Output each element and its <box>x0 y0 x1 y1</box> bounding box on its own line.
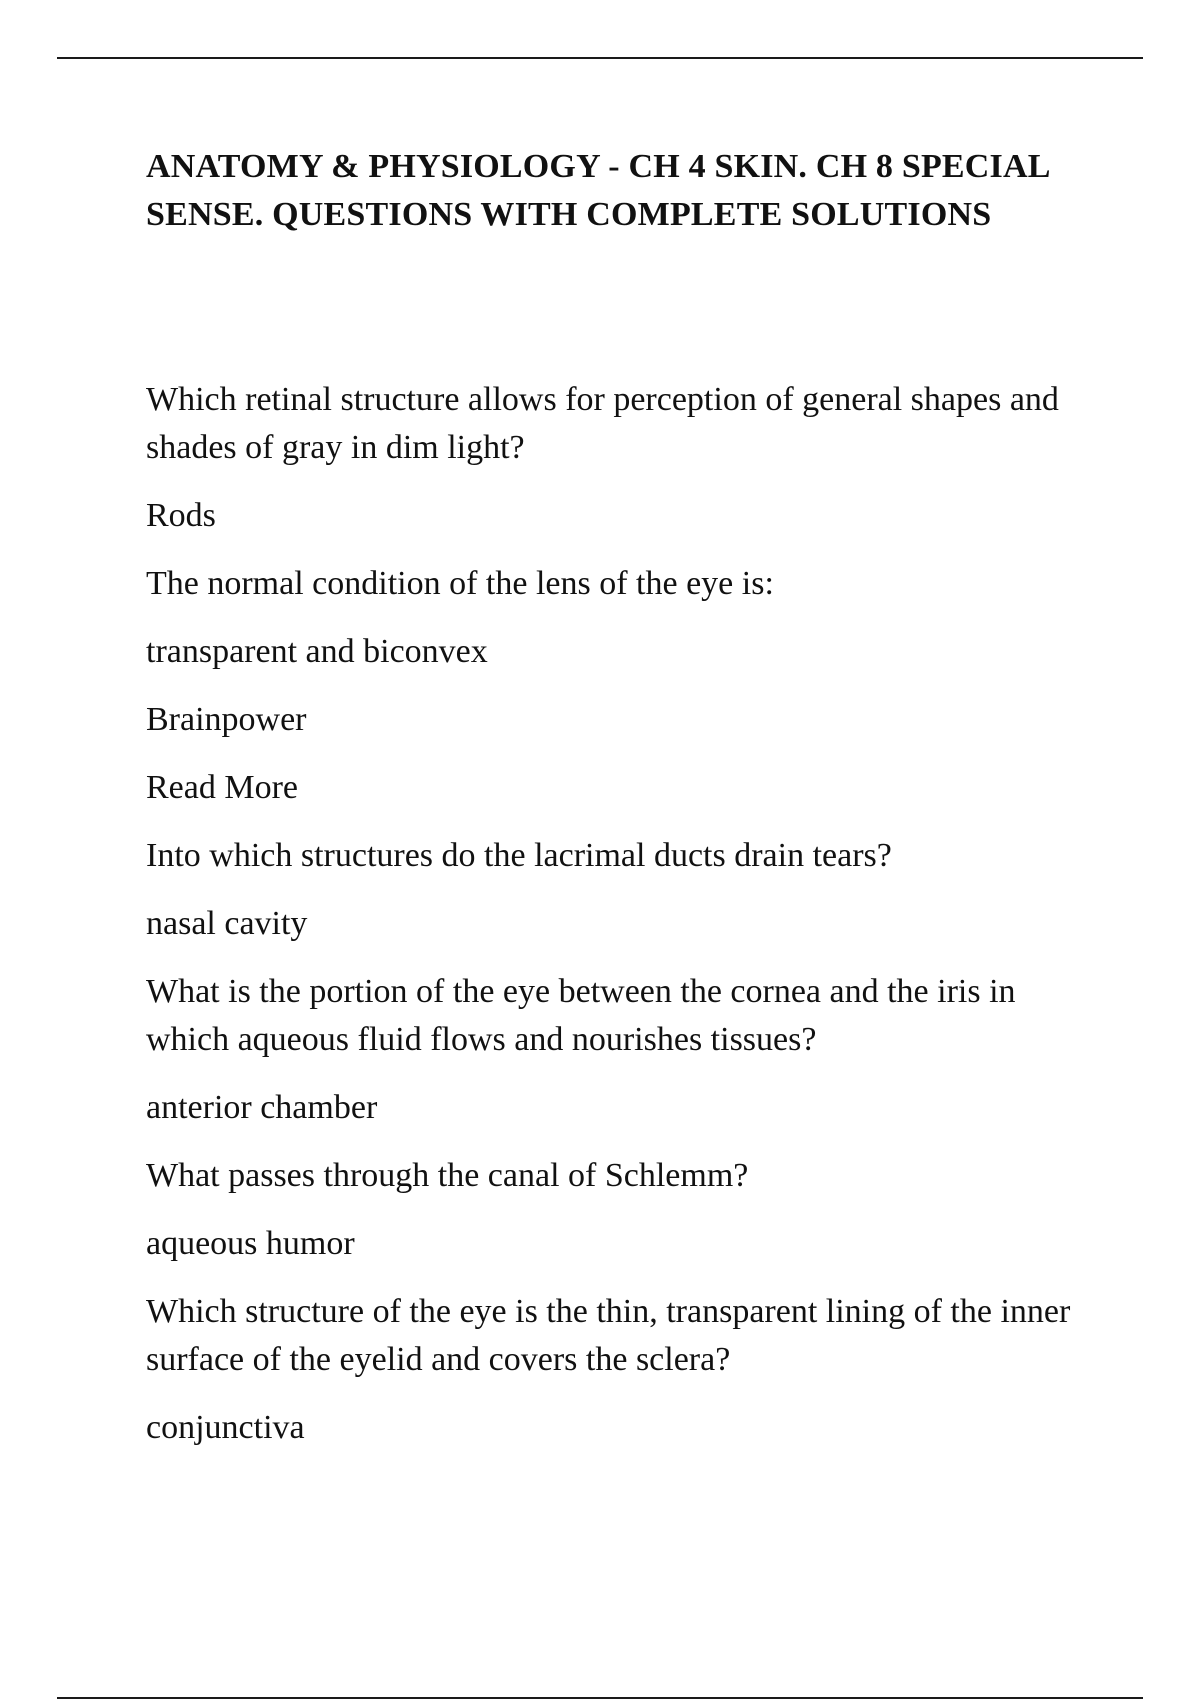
bottom-divider <box>57 1697 1143 1699</box>
top-divider <box>57 57 1143 59</box>
question-text: Which retinal structure allows for perception of general shapes and shades of gray in dim light? <box>146 381 1059 466</box>
question-text: Into which structures do the lacrimal ducts drain tears? <box>146 837 892 874</box>
answer-text: conjunctiva <box>146 1409 305 1446</box>
answer-text: Rods <box>146 497 216 534</box>
question-text: What passes through the canal of Schlemm? <box>146 1157 749 1194</box>
answer-text: aqueous humor <box>146 1225 355 1262</box>
answer-text: anterior chamber <box>146 1089 378 1126</box>
read-more-link[interactable]: Read More <box>146 769 299 806</box>
answer-text: nasal cavity <box>146 905 308 942</box>
qa-list <box>146 376 1106 1472</box>
question-text: The normal condition of the lens of the eye is: <box>146 565 774 602</box>
question-text: What is the portion of the eye between the cornea and the iris in which aqueous fluid flows and nourishes tissues? <box>146 973 1016 1058</box>
brainpower-text: Brainpower <box>146 701 307 738</box>
answer-text: transparent and biconvex <box>146 633 488 670</box>
document-title: ANATOMY & PHYSIOLOGY - CH 4 SKIN. CH 8 SPECIAL SENSE. QUESTIONS WITH COMPLETE SOLUTIONS <box>146 148 1049 233</box>
question-text: Which structure of the eye is the thin, transparent lining of the inner surface of the eyelid and covers the sclera? <box>146 1293 1071 1378</box>
